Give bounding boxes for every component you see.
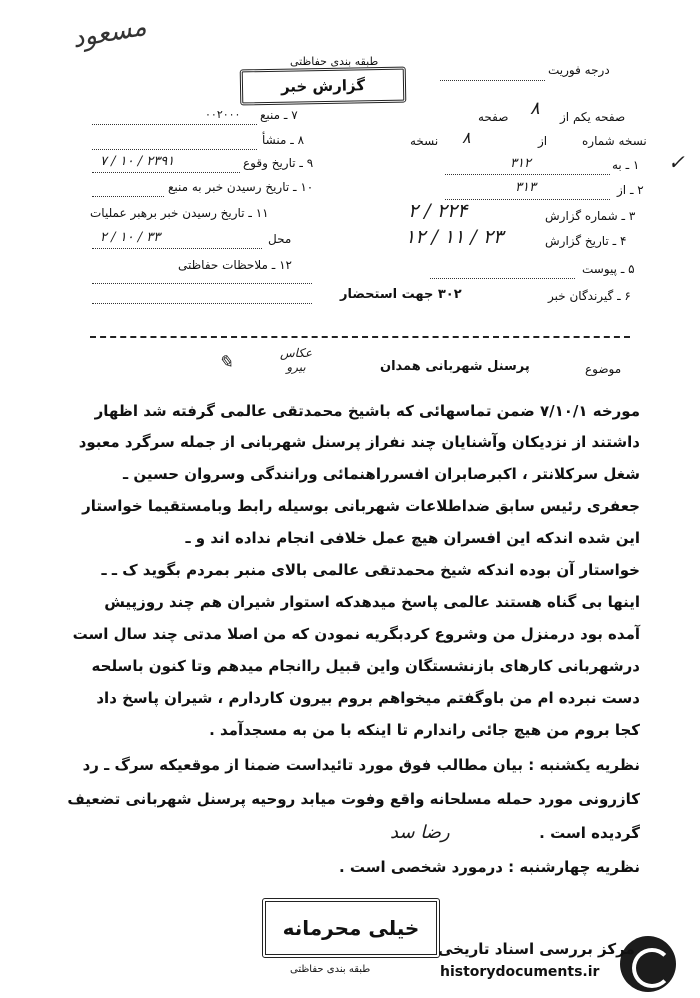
body-line-11: کجا بروم من هیچ جائی راندارم تا اینکه با من به مسجدآمد .	[209, 721, 640, 739]
field-origin: ۸ ـ منشأ	[262, 133, 305, 147]
field-recipients: ۶ ـ گیرندگان خبر	[548, 289, 631, 303]
wednesday-opinion: نظریه چهارشنبه : درمورد شخصی است .	[338, 858, 640, 876]
body-line-10: دست نبرده ام من باوگفتم میخواهم بروم بیرون کاردارم ، شیران پاسخ داد	[96, 689, 640, 707]
report-number-value: ۲۲۴ / ۲	[408, 200, 468, 222]
field-source: ۷ ـ منبع	[260, 108, 298, 122]
opinion-line-3: گردیده است .	[539, 824, 640, 842]
body-line-9: درشهربانی کارهای بازنشستگان واین قبیل راانجام میدهم وتا کنون باسلحه	[91, 657, 640, 675]
subject-stamp-text: عکاس	[280, 346, 313, 360]
body-line-2: داشتند از نزدیکان وآشنایان چند نفراز پرسنل شهربانی از جمله سرگرد معبود	[78, 433, 640, 451]
signature-handwritten: رضا سد	[390, 822, 450, 843]
field-location-line	[92, 248, 262, 249]
subject-scribble: ✎	[218, 352, 234, 373]
title-text: گزارش خبر	[280, 76, 366, 96]
subject-text: پرسنل شهربانی همدان	[380, 359, 530, 374]
to-value: ۳۱۲	[510, 156, 531, 171]
body-line-6: خواستار آن بوده اندکه شیخ محمدتقی عالمی بالای منبر بمردم بگوید ک ـ ـ	[101, 561, 640, 579]
field-page-right: صفحه	[478, 110, 509, 124]
title-stamp	[240, 67, 407, 106]
field-source-line	[92, 124, 257, 125]
watermark	[430, 920, 695, 994]
field-occurrence-date: ۹ ـ تاریخ وقوع	[243, 156, 314, 170]
security-notes-line-1	[92, 283, 312, 284]
field-attachment: ۵ ـ پیوست	[582, 262, 635, 276]
classification-top: طبقه بندی حفاظتی	[290, 55, 379, 68]
checkmark-icon: ✓	[668, 150, 685, 174]
field-received-source-line	[92, 196, 164, 197]
occurrence-date-value: ۲۳۹۱ / ۱۰ / ۷	[100, 154, 175, 169]
body-line-4: جعفری رئیس سابق ضداطلاعات شهربانی بوسیله رابط وبامستقیما خواستار	[82, 497, 640, 515]
field-location: محل	[268, 232, 292, 246]
from-value: ۳۱۳	[515, 180, 536, 195]
body-line-1: مورخه ۷/۱۰/۱ ضمن تماسهائی که باشیخ محمدتقی عالمی گرفته شد اظهار	[94, 402, 640, 420]
field-received-source: ۱۰ ـ تاریخ رسیدن خبر به منبع	[168, 180, 314, 194]
field-copy-of: از	[538, 134, 548, 148]
field-to: ۱ ـ به	[612, 158, 640, 172]
field-report-date: ۴ ـ تاریخ گزارش	[545, 234, 627, 248]
secret-stamp	[262, 898, 440, 958]
field-source-value: ۰۰۲۰۰۰	[205, 108, 241, 121]
field-received-ops: ۱۱ ـ تاریخ رسیدن خبر برهبر عملیات	[90, 206, 269, 220]
report-date-value: ۲۳ / ۱۱ / ۱۲	[405, 226, 504, 248]
handwritten-note-topleft: مسعود	[69, 11, 149, 55]
field-from: ۲ ـ از	[617, 183, 644, 197]
body-line-8: آمده بود درمنزل من وشروع کردبگریه نمودن که من اصلا مدتی چند سال است	[72, 625, 640, 643]
priority-line	[440, 80, 545, 81]
body-line-3: شغل سرکلانتر ، اکبرصابران افسرراهنمائی ورانندگی وسروان حسین ـ	[123, 465, 640, 483]
subject-stamp	[280, 346, 312, 374]
copy-count-value: ۸	[462, 128, 471, 147]
field-attachment-line	[430, 278, 575, 279]
field-occurrence-line	[92, 172, 240, 173]
subject-label: موضوع	[585, 362, 622, 376]
priority-label: درجه فوریت	[548, 63, 610, 77]
field-from-line	[445, 199, 610, 200]
recipients-value: ۳۰۲ جهت استحضار	[340, 287, 462, 302]
field-origin-line	[92, 149, 257, 150]
body-line-7: اینها بی گناه هستند عالمی پاسخ میدهدکه استوار شیران هم چند روزپیش	[104, 593, 640, 611]
field-to-line	[445, 174, 610, 175]
page-total-value: ۸	[530, 98, 540, 119]
secret-stamp-text: خیلی محرمانه	[282, 916, 420, 940]
field-security-notes: ۱۲ ـ ملاحظات حفاظتی	[178, 258, 292, 272]
field-copy-word: نسخه	[410, 134, 439, 148]
watermark-url: historydocuments.ir	[440, 964, 600, 980]
field-report-number: ۳ ـ شماره گزارش	[545, 209, 636, 223]
security-notes-line-2	[92, 303, 312, 304]
ops-date-value: ۳۳ / ۱۰ / ۲	[100, 230, 161, 245]
subject-stamp-sub: بیرو	[286, 360, 306, 374]
opinion-line-1: نظریه یکشنبه : بیان مطالب فوق مورد تائیداست ضمنا از موقعیکه سرگ ـ رد	[82, 756, 640, 774]
watermark-title: مرکز بررسی اسناد تاریخی	[438, 940, 635, 958]
header-separator	[90, 336, 630, 338]
opinion-line-2: کازرونی مورد حمله مسلحانه واقع وفوت میابد روحیه پرسنل شهربانی تضعیف	[67, 790, 640, 808]
classification-bottom: طبقه بندی حفاظتی	[290, 964, 371, 975]
field-copy-number: نسخه شماره	[582, 134, 647, 148]
body-line-5: این شده اندکه این افسران هیچ عمل خلافی انجام نداده اند و ـ	[185, 529, 640, 547]
field-page: صفحه یکم از	[560, 110, 626, 124]
